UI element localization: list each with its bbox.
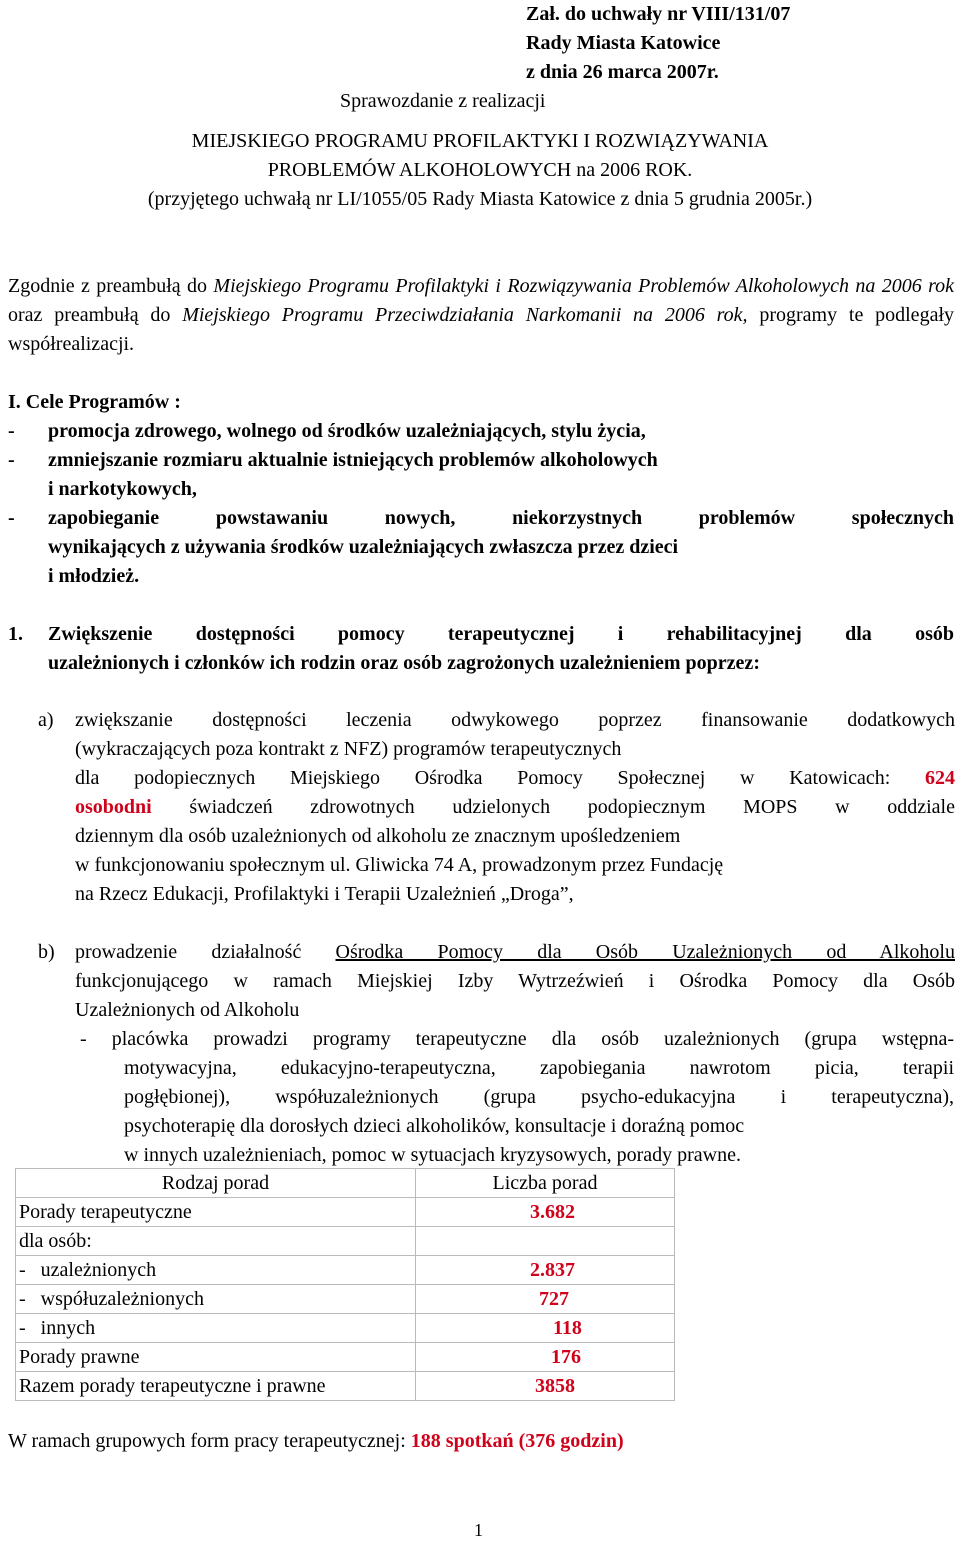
resolution-header (526, 0, 790, 87)
table-header-row (16, 1169, 675, 1198)
goals-heading: I. Cele Programów : (8, 391, 181, 413)
item-a-line-7: na Rzecz Edukacji, Profilaktyki i Terapii Uzależnień „Droga”, (75, 883, 574, 905)
header-line-1: Zał. do uchwały nr VIII/131/07 (526, 3, 791, 25)
center-name: Ośrodka Pomocy dla Osób Uzależnionych od Alkoholu (335, 941, 955, 963)
row-value: 118 (553, 1317, 582, 1339)
item-a-line-6: w funkcjonowaniu społecznym ul. Gliwicka 74 A, prowadzonym przez Fundację (75, 854, 724, 876)
row-value: 3.682 (530, 1201, 575, 1223)
report-title: Sprawozdanie z realizacji (340, 90, 546, 112)
program-adoption-note: (przyjętego uchwałą nr LI/1055/05 Rady Miasta Katowice z dnia 5 grudnia 2005r.) (147, 188, 813, 210)
row-label: - innych (16, 1314, 416, 1343)
item-b-label: b) (38, 941, 55, 963)
table-row (16, 1198, 675, 1227)
item-b-line-3: Uzależnionych od Alkoholu (75, 999, 300, 1021)
item-a-line-5: dziennym dla osób uzależnionych od alkoholu ze znacznym upośledzeniem (75, 825, 681, 847)
page-number: 1 (474, 1520, 483, 1540)
item-a-line-3: dla podopiecznych Miejskiego Ośrodka Pomocy Społecznej w Katowicach: 624 (75, 767, 955, 789)
osobodni-label: osobodni (75, 796, 152, 818)
item-a-line-2: (wykraczających poza kontrakt z NFZ) programów terapeutycznych (75, 738, 622, 760)
item-a-line-1: zwiększanie dostępności leczenia odwykowego poprzez finansowanie dodatkowych (75, 709, 955, 731)
goal-dash: - (8, 449, 15, 471)
goal-item-3-cont: wynikających z używania środków uzależniających zwłaszcza przez dzieci (48, 536, 679, 558)
goal-item-3: zapobieganie powstawaniu nowych, niekorzystnych problemów społecznych (48, 507, 954, 529)
section-1-heading-line-1: Zwiększenie dostępności pomocy terapeutycznej i rehabilitacyjnej dla osób (48, 623, 954, 645)
program-title-line-2: PROBLEMÓW ALKOHOLOWYCH na 2006 ROK. (267, 159, 693, 181)
goal-item-2: zmniejszanie rozmiaru aktualnie istniejących problemów alkoholowych (48, 449, 658, 471)
row-value: 2.837 (530, 1259, 575, 1281)
table-row (16, 1227, 675, 1256)
group-therapy-count: 188 spotkań (376 godzin) (410, 1430, 624, 1452)
item-b-line-7: psychoterapię dla dorosłych dzieci alkoholików, konsultacje i doraźną pomoc (124, 1115, 745, 1137)
item-b-line-4: - placówka prowadzi programy terapeutyczne dla osób uzależnionych (grupa wstępna- (80, 1028, 954, 1050)
goal-dash: - (8, 507, 15, 529)
osobodni-count: 624 (925, 767, 955, 789)
item-b-line-8: w innych uzależnieniach, pomoc w sytuacjach kryzysowych, porady prawne. (124, 1144, 742, 1166)
table-header-type: Rodzaj porad (16, 1169, 416, 1198)
alcohol-program-name: Miejskiego Programu Profilaktyki i Rozwiązywania Problemów Alkoholowych na 2006 rok (213, 275, 954, 297)
drug-program-name: Miejskiego Programu Przeciwdziałania Narkomanii na 2006 rok, (182, 304, 748, 326)
item-b-line-2: funkcjonującego w ramach Miejskiej Izby Wytrzeźwień i Ośrodka Pomocy dla Osób (75, 970, 955, 992)
row-label: Porady terapeutyczne (16, 1198, 416, 1227)
item-b-line-6: pogłębionej), współuzależnionych (grupa psycho-edukacyjna i terapeutyczna), (124, 1086, 954, 1108)
header-line-3: z dnia 26 marca 2007r. (526, 61, 719, 83)
row-value: 3858 (535, 1375, 575, 1397)
table-row (16, 1372, 675, 1401)
goal-item-1: promocja zdrowego, wolnego od środków uzależniających, stylu życia, (48, 420, 646, 442)
goal-item-2-cont: i narkotykowych, (48, 478, 197, 500)
table-row (16, 1343, 675, 1372)
section-number: 1. (8, 623, 23, 645)
item-a-line-4: osobodni świadczeń zdrowotnych udzielonych podopiecznym MOPS w oddziale (75, 796, 955, 818)
goal-item-3-cont-2: i młodzież. (48, 565, 140, 587)
item-b-line-1: prowadzenie działalność Ośrodka Pomocy dla Osób Uzależnionych od Alkoholu (75, 941, 955, 963)
goal-dash: - (8, 420, 15, 442)
advice-table (15, 1168, 675, 1401)
row-value: 176 (551, 1346, 581, 1368)
row-label: - współuzależnionych (16, 1285, 416, 1314)
row-label: Razem porady terapeutyczne i prawne (16, 1372, 416, 1401)
intro-paragraph: Zgodnie z preambułą do Miejskiego Programu Profilaktyki i Rozwiązywania Problemów Alkoholowych na 2006 rok oraz preambułą do Miejskiego Programu Przeciwdziałania Narkomanii na 2006 rok, programy te podlegały współrealizacji. (8, 275, 954, 355)
table-header-count: Liczba porad (416, 1169, 675, 1198)
item-a-label: a) (38, 709, 54, 731)
program-title-line-1: MIEJSKIEGO PROGRAMU PROFILAKTYKI I ROZWIĄZYWANIA (191, 130, 769, 152)
header-line-2: Rady Miasta Katowice (526, 32, 721, 54)
table-row (16, 1314, 675, 1343)
table-row (16, 1285, 675, 1314)
section-1-heading-line-2: uzależnionych i członków ich rodzin oraz osób zagrożonych uzależnieniem poprzez: (48, 652, 760, 674)
item-b-line-5: motywacyjna, edukacyjno-terapeutyczna, zapobiegania nawrotom picia, terapii (124, 1057, 954, 1079)
row-label: Porady prawne (16, 1343, 416, 1372)
row-label: dla osób: (16, 1227, 416, 1256)
row-value: 727 (539, 1288, 569, 1310)
row-label: - uzależnionych (16, 1256, 416, 1285)
table-row (16, 1256, 675, 1285)
group-therapy-note: W ramach grupowych form pracy terapeutycznej: 188 spotkań (376 godzin) (8, 1430, 624, 1452)
